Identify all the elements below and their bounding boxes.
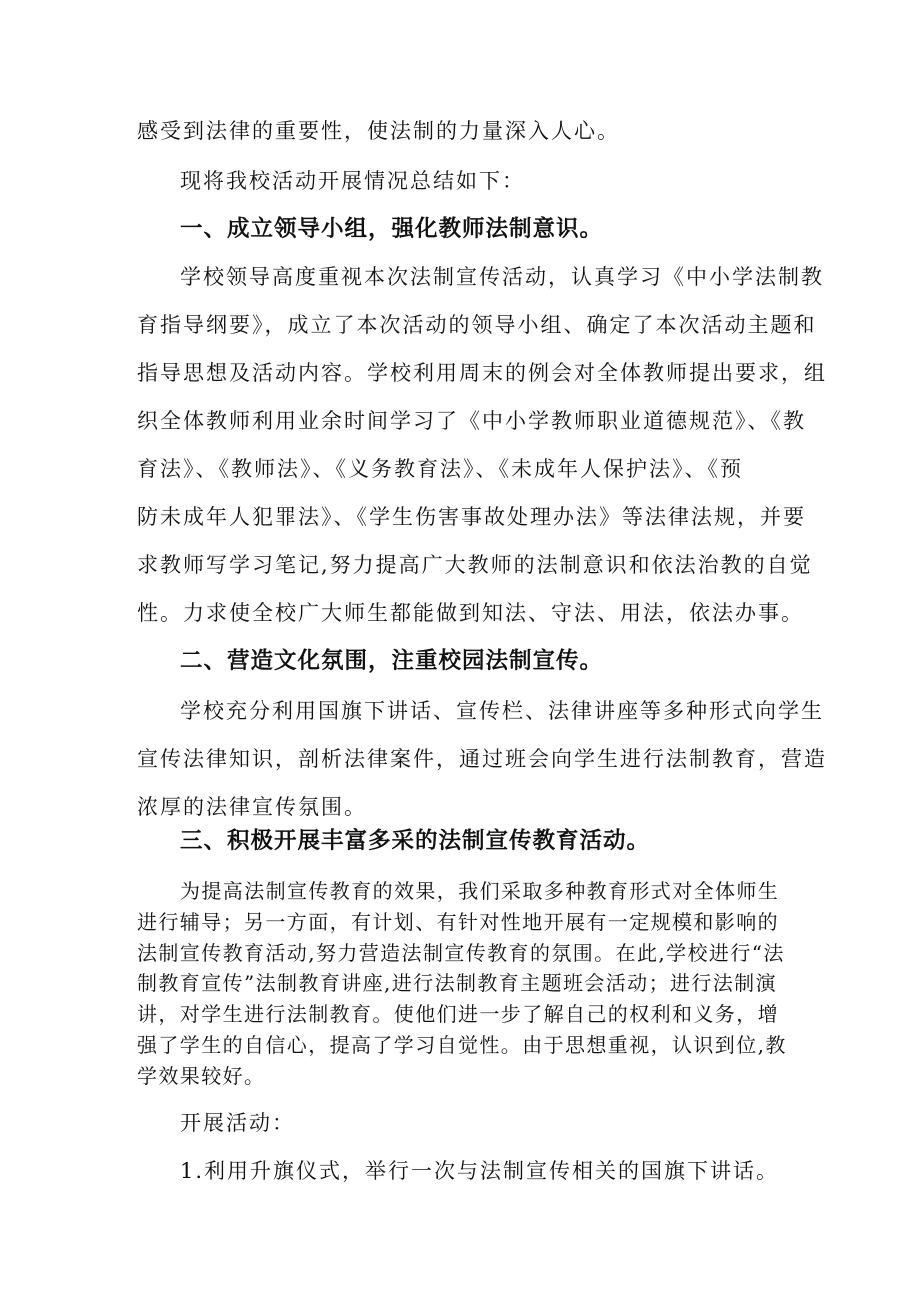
section-1-heading: 一、成立领导小组，强化教师法制意识。	[180, 216, 604, 242]
section-3-line: 制教育宣传”法制教育讲座,进行法制教育主题班会活动；进行法制演	[137, 971, 777, 995]
section-1-line: 育指导纲要》，成立了本次活动的领导小组、确定了本次活动主题和	[137, 313, 817, 337]
summary-intro: 现将我校活动开展情况总结如下：	[180, 169, 525, 193]
section-1-line: 性。力求使全校广大师生都能做到知法、守法、用法，依法办事。	[137, 601, 804, 625]
section-1-line: 指导思想及活动内容。学校利用周末的例会对全体教师提出要求，组	[137, 361, 827, 385]
section-2-line: 浓厚的法律宣传氛围。	[137, 795, 367, 819]
section-1-line: 织全体教师利用业余时间学习了《中小学教师职业道德规范》、《教	[137, 409, 806, 433]
section-3-line: 强了学生的自信心，提高了学习自觉性。由于思想重视，认识到位,教	[137, 1033, 787, 1057]
section-2-heading: 二、营造文化氛围，注重校园法制宣传。	[180, 648, 604, 674]
section-1-line: 育法》、《教师法》、《义务教育法》、《未成年人保护法》、《预	[137, 457, 743, 481]
intro-line: 感受到法律的重要性，使法制的力量深入人心。	[137, 119, 620, 143]
section-3-line: 进行辅导；另一方面，有计划、有针对性地开展有一定规模和影响的	[137, 910, 779, 934]
section-1-line: 学校领导高度重视本次法制宣传活动，认真学习《中小学法制教	[180, 265, 824, 289]
section-2-line: 宣传法律知识，剖析法律案件，通过班会向学生进行法制教育，营造	[137, 747, 827, 771]
section-3-heading: 三、积极开展丰富多采的法制宣传教育活动。	[180, 828, 651, 854]
section-1-line: 防未成年人犯罪法》、《学生伤害事故处理办法》等法律法规，并要	[137, 505, 806, 529]
section-3-line: 学效果较好。	[137, 1064, 266, 1088]
activity-item: 1.利用升旗仪式，举行一次与法制宣传相关的国旗下讲话。	[180, 1159, 780, 1183]
section-3-line: 讲，对学生进行法制教育。使他们进一步了解自己的权利和义务，增	[137, 1002, 779, 1026]
section-1-line: 求教师写学习笔记,努力提高广大教师的法制意识和依法治教的自觉	[137, 553, 813, 577]
activities-label: 开展活动：	[180, 1111, 295, 1135]
section-3-line: 为提高法制宣传教育的效果，我们采取多种教育形式对全体师生	[180, 879, 780, 903]
section-3-line: 法制宣传教育活动,努力营造法制宣传教育的氛围。在此,学校进行“法	[137, 941, 785, 965]
section-2-line: 学校充分利用国旗下讲话、宣传栏、法律讲座等多种形式向学生	[180, 699, 824, 723]
